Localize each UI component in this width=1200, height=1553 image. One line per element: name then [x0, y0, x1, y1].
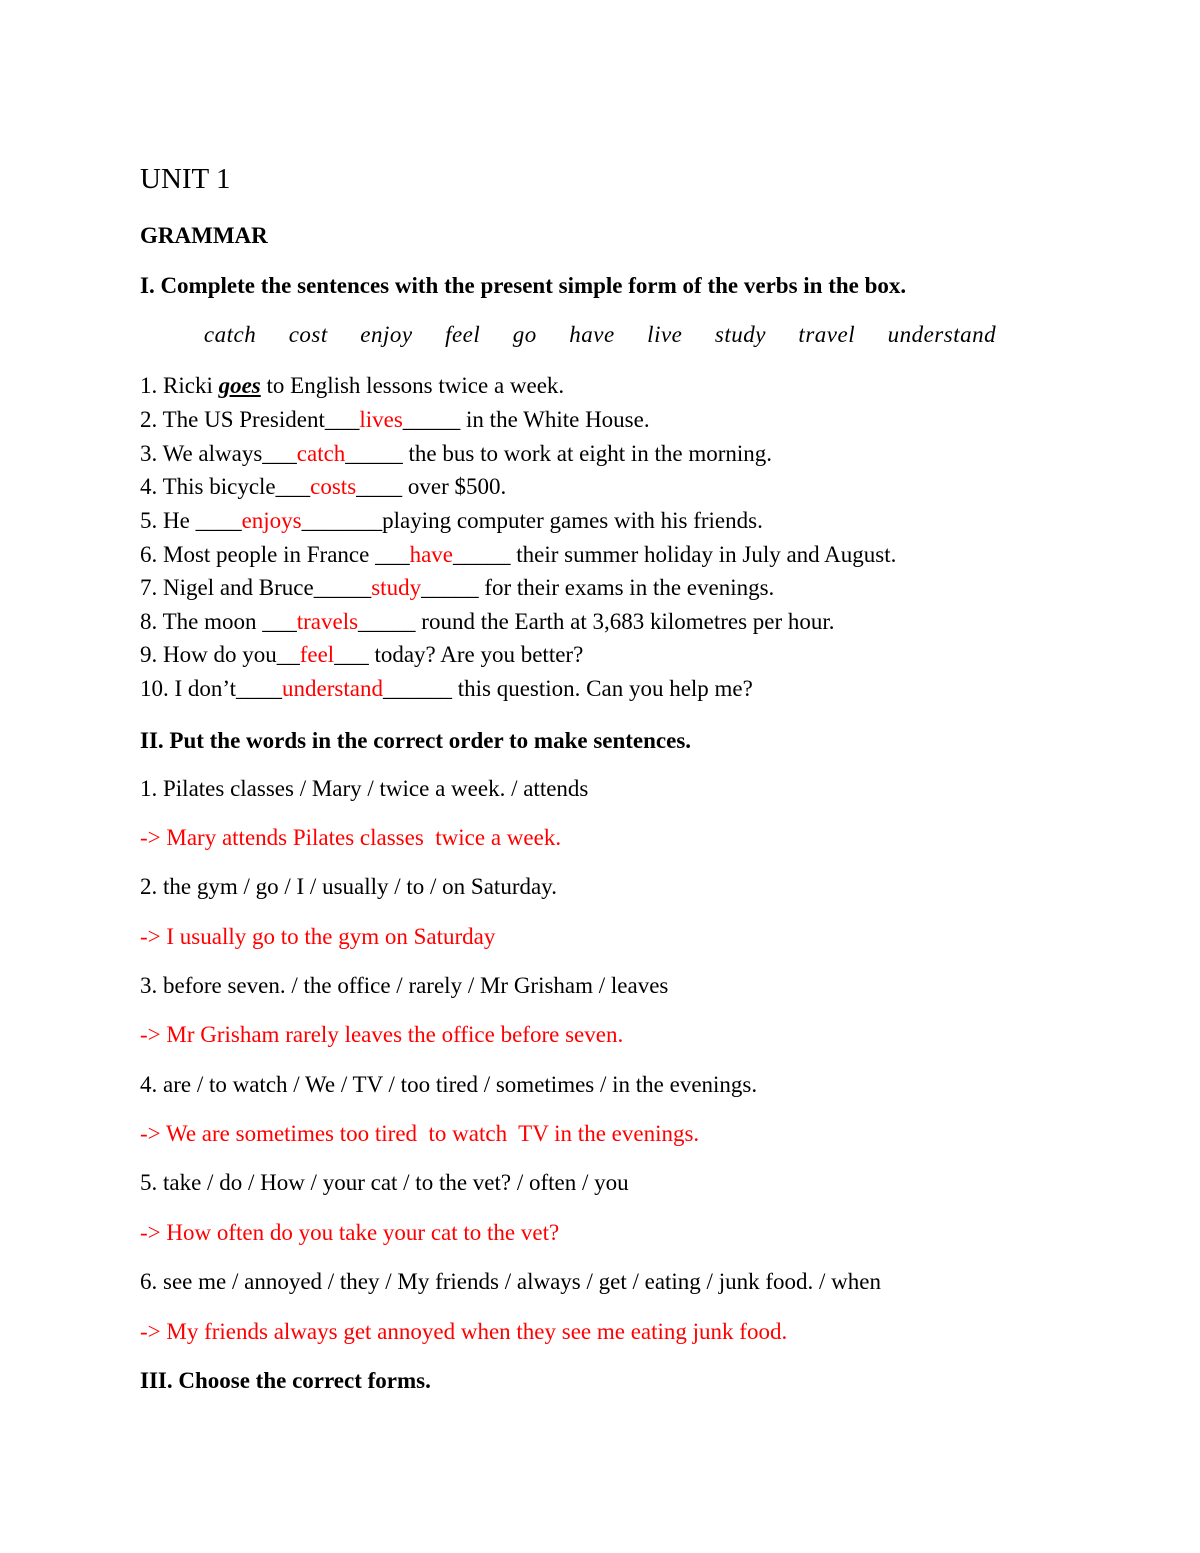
exercise2-prompt-4: 4. are / to watch / We / TV / too tired / sometimes / in the evenings.: [140, 1072, 758, 1097]
exercise2-answer-3: -> Mr Grisham rarely leaves the office before seven.: [140, 1022, 624, 1047]
exercise2-answer-2: -> I usually go to the gym on Saturday: [140, 924, 496, 949]
item-prefix: 8. The moon ___: [140, 609, 297, 634]
answer-text: understand: [282, 676, 383, 701]
exercise1-item-5: [140, 507, 763, 535]
exercise1-item-4: [140, 473, 506, 501]
example-answer: goes: [218, 373, 261, 398]
item-suffix: _______playing computer games with his friends.: [301, 508, 763, 533]
item-prefix: 6. Most people in France ___: [140, 542, 410, 567]
item-prefix: 1. Ricki: [140, 373, 219, 398]
exercise2-answer-5: -> How often do you take your cat to the vet?: [140, 1220, 560, 1245]
item-suffix: ___ today? Are you better?: [334, 642, 584, 667]
item-suffix: ____ over $500.: [356, 474, 507, 499]
exercise2-answer-6: -> My friends always get annoyed when they see me eating junk food.: [140, 1319, 788, 1344]
exercise2-prompt-1: 1. Pilates classes / Mary / twice a week. / attends: [140, 776, 589, 801]
exercise1-item-1: [140, 372, 564, 400]
exercise2-prompt-3: 3. before seven. / the office / rarely / Mr Grisham / leaves: [140, 973, 669, 998]
answer-text: study: [371, 575, 422, 600]
item-suffix: _____ the bus to work at eight in the morning.: [345, 441, 773, 466]
item-prefix: 4. This bicycle___: [140, 474, 311, 499]
exercise2-prompt-2: 2. the gym / go / I / usually / to / on Saturday.: [140, 874, 557, 899]
item-prefix: 7. Nigel and Bruce_____: [140, 575, 372, 600]
answer-text: feel: [299, 642, 335, 667]
item-suffix: _____ in the White House.: [402, 407, 650, 432]
item-prefix: 10. I don’t____: [140, 676, 283, 701]
exercise1-item-3: [140, 440, 772, 468]
exercise2-answer-1: -> Mary attends Pilates classes twice a week.: [140, 825, 562, 850]
exercise1-item-7: [140, 574, 774, 602]
answer-text: costs: [310, 474, 357, 499]
part2-heading: II. Put the words in the correct order to make sentences.: [140, 728, 692, 753]
exercise1-item-9: [140, 641, 583, 669]
exercise1-item-10: [140, 675, 753, 703]
exercise2-prompt-6: 6. see me / annoyed / they / My friends / always / get / eating / junk food. / when: [140, 1269, 881, 1294]
item-prefix: 5. He ____: [140, 508, 242, 533]
answer-text: travels: [296, 609, 359, 634]
answer-text: catch: [296, 441, 346, 466]
unit-title: UNIT 1: [140, 163, 231, 195]
item-suffix: to English lessons twice a week.: [260, 373, 565, 398]
item-suffix: _____ for their exams in the evenings.: [421, 575, 775, 600]
answer-text: enjoys: [241, 508, 302, 533]
exercise2-answer-4: -> We are sometimes too tired to watch TV in the evenings.: [140, 1121, 700, 1146]
answer-text: lives: [359, 407, 403, 432]
item-prefix: 9. How do you__: [140, 642, 300, 667]
part1-heading: I. Complete the sentences with the present simple form of the verbs in the box.: [140, 273, 907, 298]
exercise1-item-8: [140, 608, 835, 636]
item-suffix: _____ round the Earth at 3,683 kilometres per hour.: [358, 609, 835, 634]
exercise2-prompt-5: 5. take / do / How / your cat / to the vet? / often / you: [140, 1170, 629, 1195]
item-suffix: _____ their summer holiday in July and August.: [453, 542, 897, 567]
verb-word-box: catch cost enjoy feel go have live study travel understand: [203, 322, 997, 347]
item-suffix: ______ this question. Can you help me?: [382, 676, 753, 701]
section-label: GRAMMAR: [140, 223, 268, 248]
answer-text: have: [409, 542, 453, 567]
exercise1-item-6: [140, 541, 896, 569]
exercise1-item-2: [140, 406, 650, 434]
item-prefix: 3. We always___: [140, 441, 297, 466]
part3-heading: III. Choose the correct forms.: [140, 1368, 431, 1393]
item-prefix: 2. The US President___: [140, 407, 360, 432]
